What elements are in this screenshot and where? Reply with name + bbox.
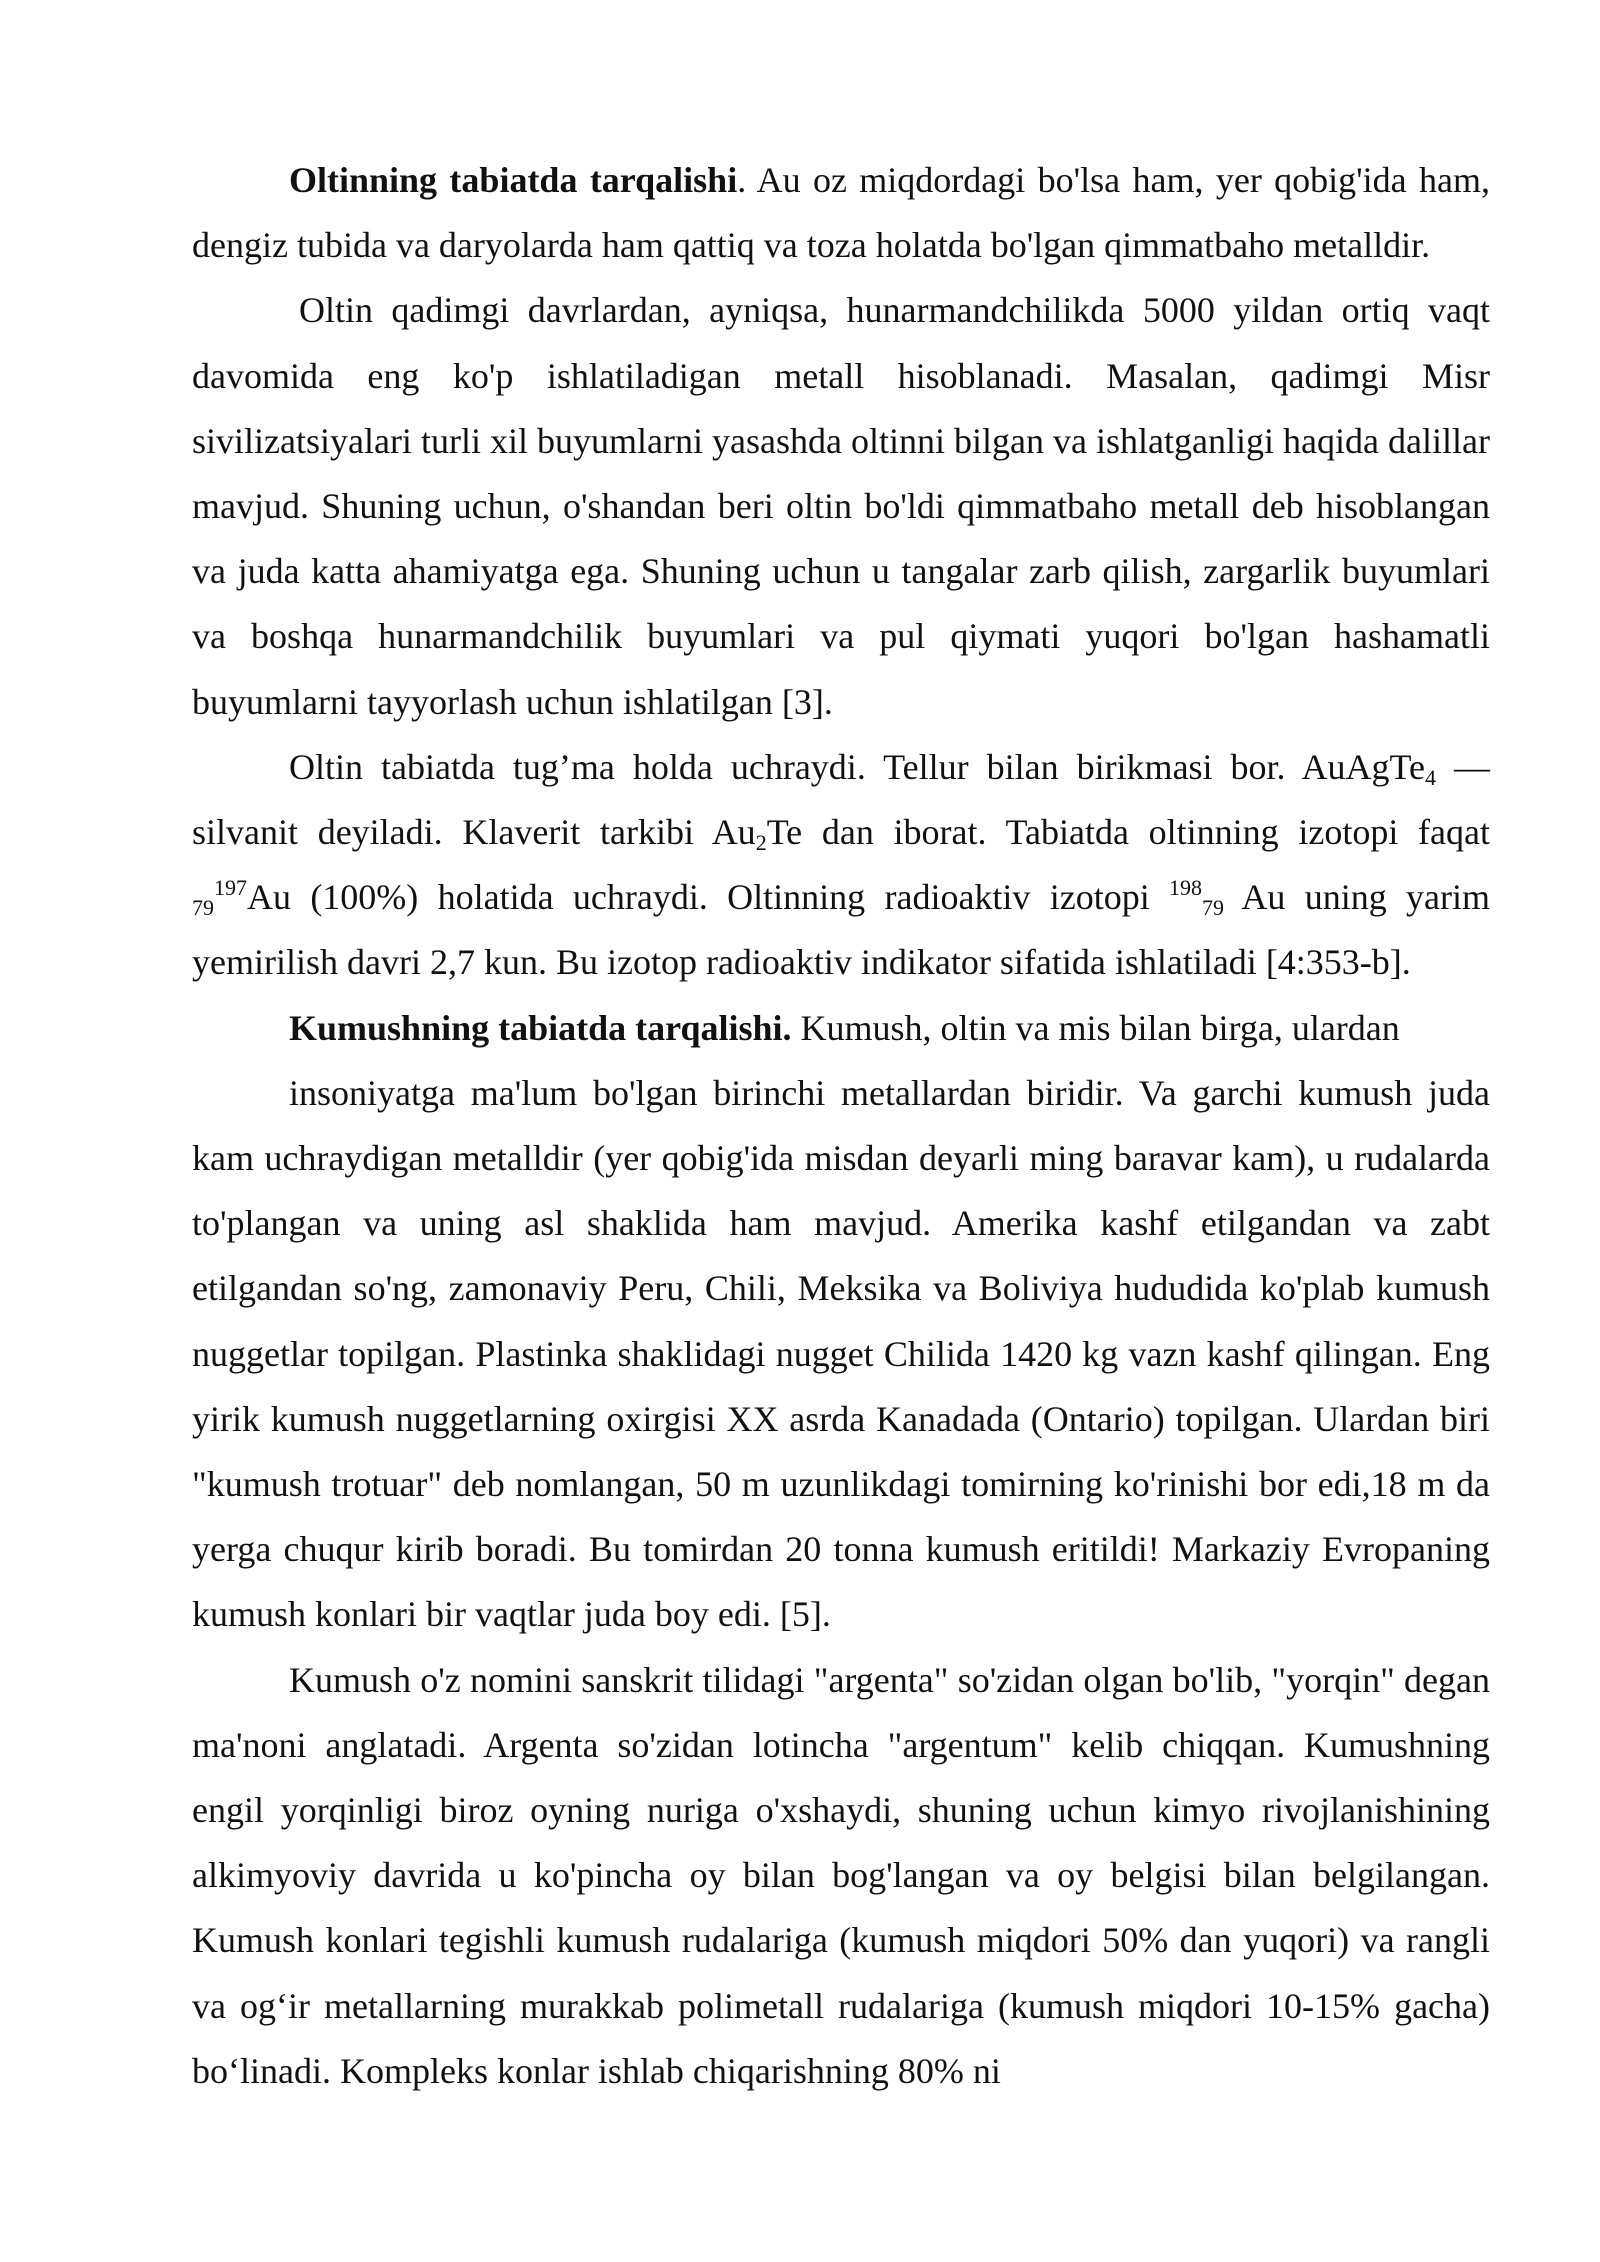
- subscript: 4: [1425, 764, 1437, 790]
- text-run: Au (100%) holatida uchraydi. Oltinning radioaktiv izotopi: [247, 877, 1170, 918]
- heading-gold-distribution: Oltinning tabiatda tarqalishi: [289, 160, 738, 200]
- paragraph-text: Oltin qadimgi davrlardan, ayniqsa, hunarmandchilikda 5000 yildan ortiq vaqt davomida eng ko'p ishlatiladigan metall hisoblanadi. Masalan, qadimgi Misr sivilizatsiyalari turli xil buyumlarni yasashda oltinni bilgan va ishlatganligi haqida dalillar mavjud. Shuning uchun, o'shandan beri oltin bo'ldi qimmatbaho metall deb hisoblangan va juda katta ahamiyatga ega. Shuning uchun u tangalar zarb qilish, zargarlik buyumlari va boshqa hunarmandchilik buyumlari va pul qiymati yuqori bo'lgan hashamatli buyumlarni tayyorlash uchun ishlatilgan [3].: [192, 290, 1490, 722]
- heading-silver-distribution: Kumushning tabiatda tarqalishi.: [289, 1007, 792, 1048]
- text-run: Au uning yarim yemirilish davri 2,7 kun. Bu izotop radioaktiv indikator sifatida ishlatiladi [4:353-b].: [192, 877, 1490, 983]
- paragraph-text: . Au oz miqdordagi bo'lsa ham, yer qobig'ida ham, dengiz tubida va daryolarda ham qattiq va toza holatda bo'lgan qimmatbaho metalldir.: [192, 160, 1490, 266]
- text-run: — silvanit deyiladi. Klaverit tarkibi Au: [192, 746, 1491, 853]
- paragraph-gold-distribution: [192, 148, 1490, 278]
- subscript: 79: [1202, 895, 1225, 921]
- text-run: Oltin tabiatda tug’ma holda uchraydi. Tellur bilan birikmasi bor. AuAgTe: [289, 746, 1426, 787]
- paragraph-text: insoniyatga ma'lum bo'lgan birinchi metallardan biridir. Va garchi kumush juda kam uchraydigan metalldir (yer qobig'ida misdan deyarli ming baravar kam), u rudalarda to'plangan va uning asl shaklida ham mavjud. Amerika kashf etilgandan va zabt etilgandan so'ng, zamonaviy Peru, Chili, Meksika va Boliviya hududida ko'plab kumush nuggetlar topilgan. Plastinka shaklidagi nugget Chilida 1420 kg vazn kashf qilingan. Eng yirik kumush nuggetlarning oxirgisi XX asrda Kanadada (Ontario) topilgan. Ulardan biri "kumush trotuar" deb nomlangan, 50 m uzunlikdagi tomirning ko'rinishi bor edi,18 m da yerga chuqur kirib boradi. Bu tomirdan 20 tonna kumush eritildi! Markaziy Evropaning kumush konlari bir vaqtlar juda boy edi. [5].: [192, 1072, 1490, 1635]
- subscript: 79: [192, 895, 214, 921]
- subscript: 2: [755, 830, 767, 856]
- superscript: 197: [214, 875, 247, 901]
- paragraph-silver-history: [192, 1061, 1490, 1648]
- paragraph-text: Kumush o'z nomini sanskrit tilidagi "argenta" so'zidan olgan bo'lib, "yorqin" degan ma'noni anglatadi. Argenta so'zidan lotincha "argentum" kelib chiqqan. Kumushning engil yorqinligi biroz oyning nuriga o'xshaydi, shuning uchun kimyo rivojlanishining alkimyoviy davrida u ko'pincha oy bilan bog'langan va oy belgisi bilan belgilangan. Kumush konlari tegishli kumush rudalariga (kumush miqdori 50% dan yuqori) va rangli va og‘ir metallarning murakkab polimetall rudalariga (kumush miqdori 10-15% gacha) bo‘linadi. Kompleks konlar ishlab chiqarishning 80% ni: [192, 1659, 1490, 2091]
- text-run: Te dan iborat. Tabiatda oltinning izotopi faqat: [766, 812, 1490, 853]
- paragraph-gold-history: [192, 278, 1490, 734]
- document-body: [192, 148, 1490, 2104]
- paragraph-text: Kumush, oltin va mis bilan birga, ulardan: [791, 1007, 1400, 1048]
- paragraph-silver-name: [192, 1648, 1490, 2104]
- paragraph-gold-isotopes: [192, 735, 1490, 996]
- superscript: 198: [1169, 875, 1203, 901]
- paragraph-silver-distribution: [192, 996, 1490, 1061]
